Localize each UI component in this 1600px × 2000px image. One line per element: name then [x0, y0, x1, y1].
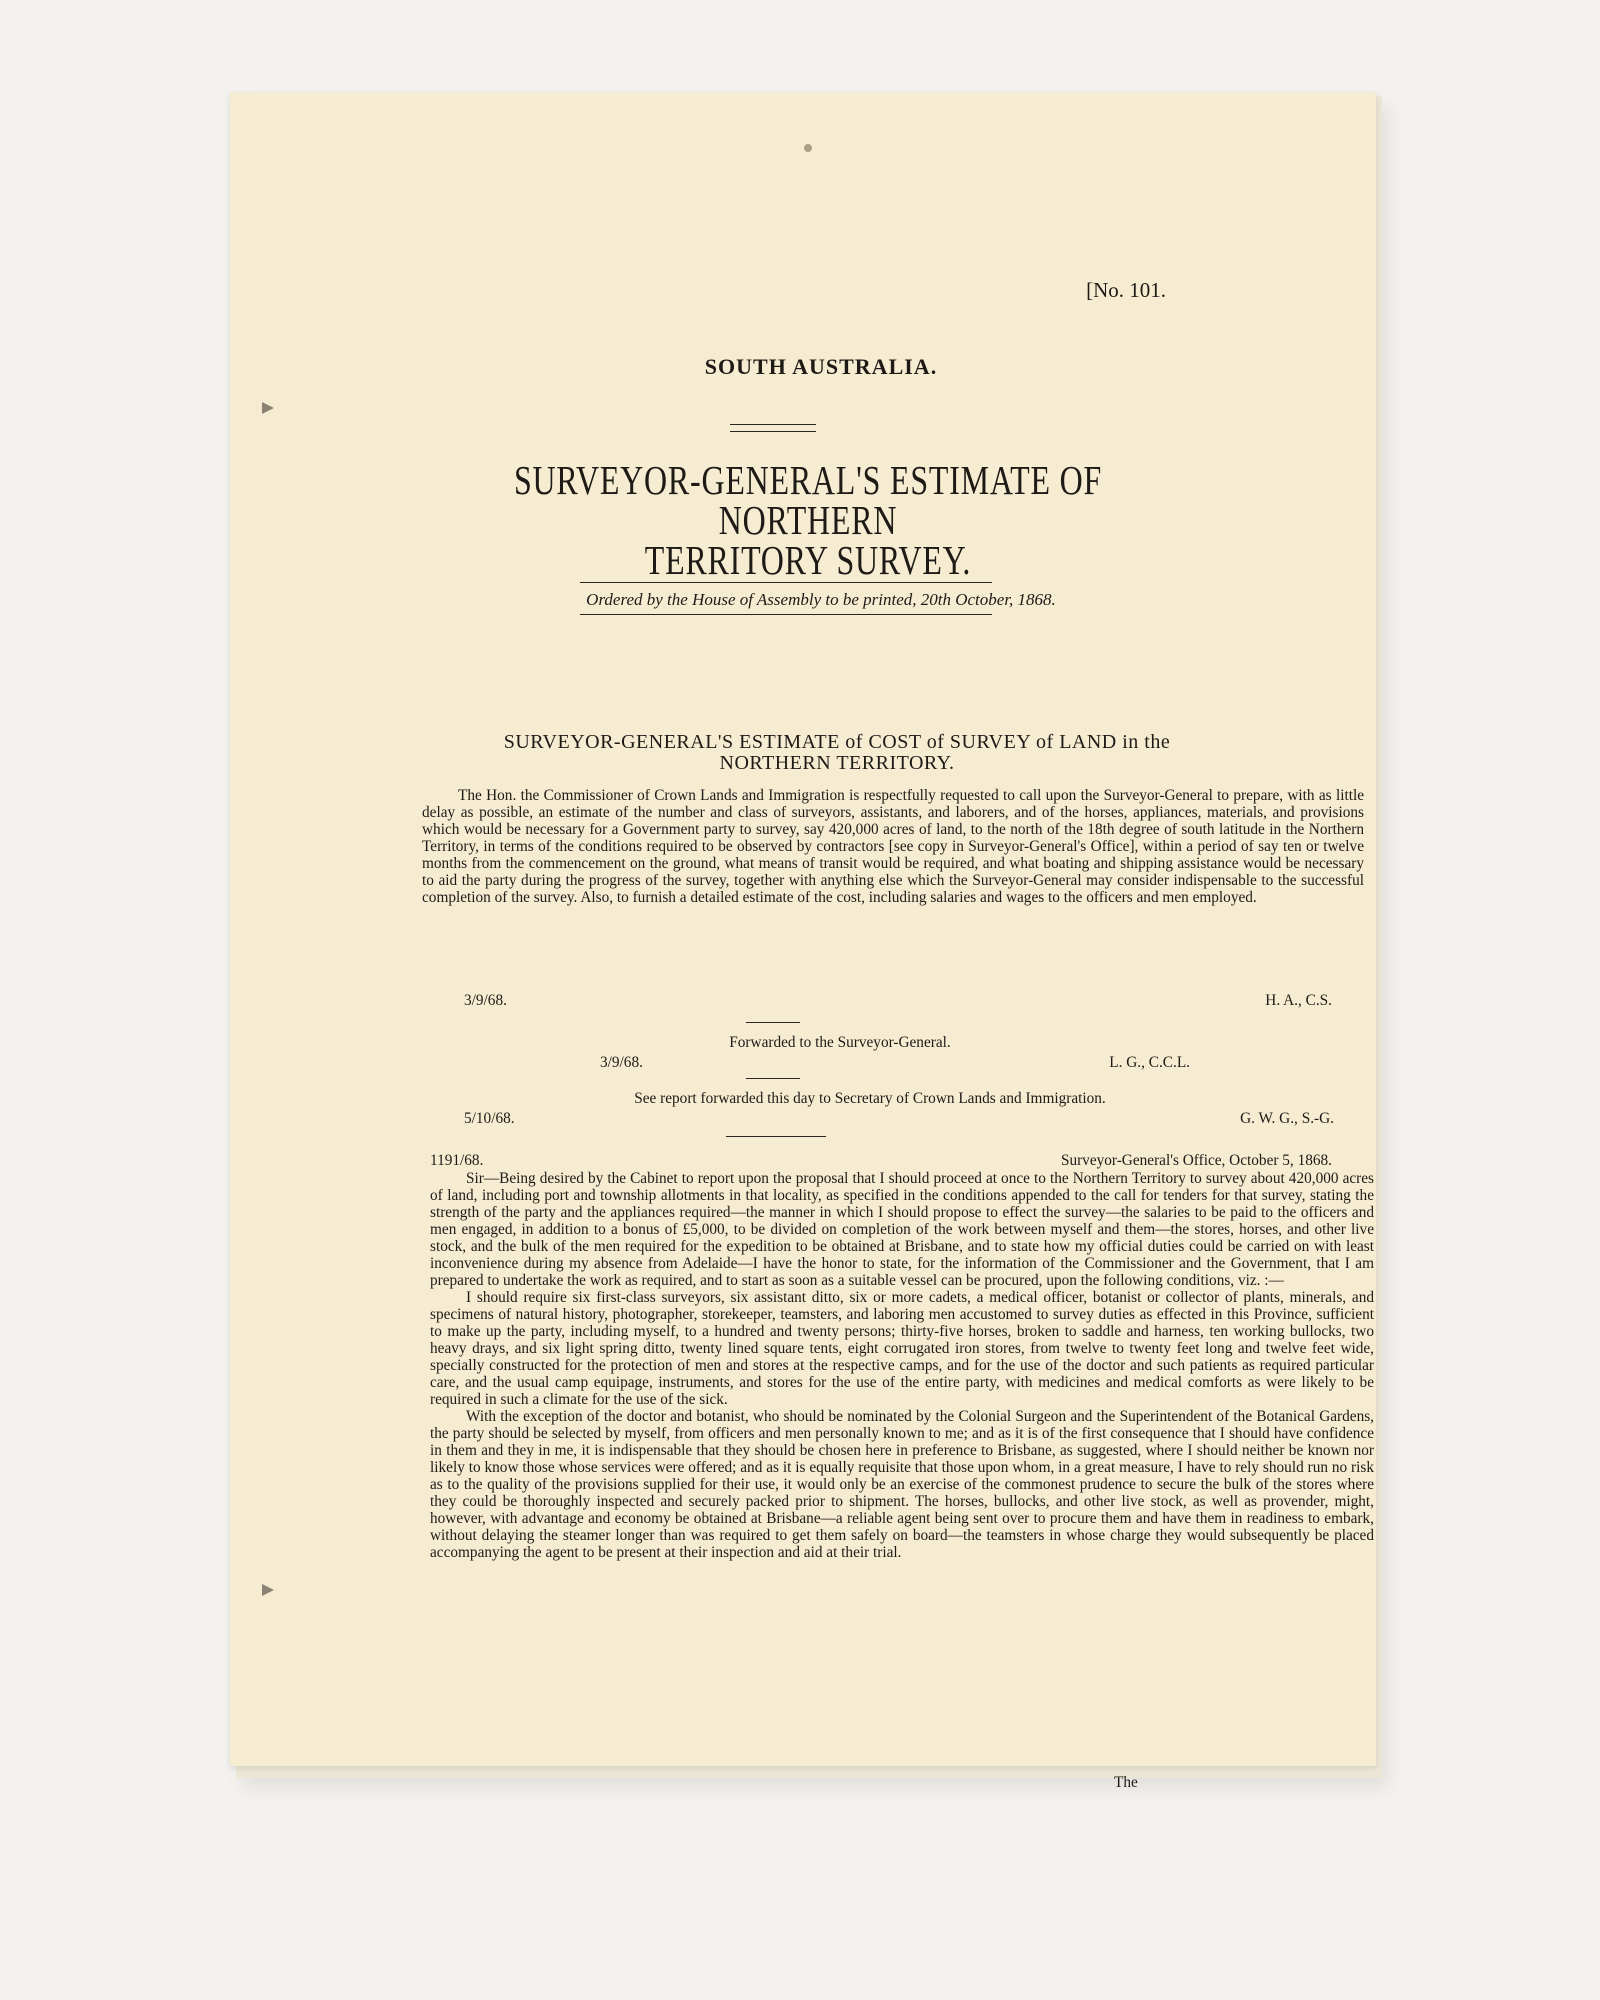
page-title: [474, 457, 1142, 583]
memo-3-footer: [464, 1110, 1334, 1128]
short-rule: [746, 1078, 800, 1079]
letter-reference: 1191/68.: [430, 1152, 484, 1169]
memo-2-signature: L. G., C.C.L.: [1109, 1054, 1190, 1071]
staple-mark: [262, 402, 274, 414]
memo-3-text: See report forwarded this day to Secretary of Crown Lands and Immigration.: [634, 1090, 1106, 1107]
letter-place-date: Surveyor-General's Office, October 5, 1868.: [1060, 1152, 1332, 1169]
memo-1-date: 3/9/68.: [464, 992, 507, 1009]
rule-top: [580, 582, 992, 583]
memo-2-footer: [600, 1054, 1190, 1072]
letter-paragraph: Sir—Being desired by the Cabinet to report upon the proposal that I should proceed at once to the Northern Territory to survey about 420,000 acres of land, including port and township allotments in that locality, as specified in the conditions appended to the call for tenders for that survey, stating the strength of the party and the appliances required—the manner in which I should propose to effect the survey—the salaries to be paid to the officers and men engaged, in addition to a bonus of £5,000, to be divided on completion of the work between myself and them—the stores, horses, and other live stock, and the bulk of the men required for the expedition to be obtained at Brisbane, and to state how my official duties could be carried on with least inconvenience during my absence from Adelaide—I have the honor to state, for the information of the Commissioner and the Government, that I am prepared to undertake the work as required, and to start as soon as a suitable vessel can be procured, upon the following conditions, viz. :—: [430, 1170, 1374, 1289]
catchword: The: [1114, 1774, 1138, 1791]
subtitle-line-1: SURVEYOR-GENERAL'S ESTIMATE of COST of SURVEY of LAND in the: [503, 731, 1171, 753]
staple-mark: [262, 1584, 274, 1596]
rule-bottom: [580, 614, 992, 615]
country-heading: SOUTH AUSTRALIA.: [704, 354, 938, 379]
title-line-2: TERRITORY SURVEY.: [644, 537, 972, 583]
memo-2-date: 3/9/68.: [600, 1054, 643, 1071]
memo-3-signature: G. W. G., S.-G.: [1240, 1110, 1334, 1127]
short-rule: [746, 1022, 800, 1023]
double-rule: [730, 424, 816, 432]
title-line-1: SURVEYOR-GENERAL'S ESTIMATE OF NORTHERN: [513, 457, 1103, 543]
ordered-text: Ordered by the House of Assembly to be printed, 20th October, 1868.: [586, 590, 1056, 609]
letter-body: [430, 1170, 1374, 1561]
memo-3-date: 5/10/68.: [464, 1110, 515, 1127]
section-subtitle: [416, 732, 1258, 774]
memo-2-text: Forwarded to the Surveyor-General.: [729, 1034, 951, 1051]
letter-paragraph: I should require six first-class surveyors, six assistant ditto, six or more cadets, a medical officer, botanist or collector of plants, minerals, and specimens of natural history, photographer, storekeeper, teamsters, and laboring men accustomed to survey duties as effected in this Province, sufficient to make up the party, including myself, to a hundred and twenty persons; thirty-five horses, broken to saddle and harness, ten working bullocks, two heavy drays, and six light spring ditto, twenty lined square tents, eight corrugated iron stores, from twelve to twenty feet long and twelve feet wide, specially constructed for the protection of men and stores at the respective camps, and for the use of the doctor and such patients as required particular care, and the usual camp equipage, instruments, and stores for the use of the entire party, with medicines and medical comforts as were likely to be required in such a climate for the use of the sick.: [430, 1289, 1374, 1408]
memo-1-signature: H. A., C.S.: [1265, 992, 1332, 1009]
document-number: [No. 101.: [1086, 278, 1166, 302]
short-rule: [726, 1136, 826, 1137]
document-page: [230, 92, 1376, 1791]
letter-header: [430, 1152, 1332, 1170]
letter-paragraph: With the exception of the doctor and botanist, who should be nominated by the Colonial Surgeon and the Superintendent of the Botanical Gardens, the party should be selected by myself, from officers and men personally known to me; and as it is of the first consequence that I should have confidence in them and they in me, it is indispensable that they should be chosen here in preference to Brisbane, as suggested, where I should neither be known nor likely to know those whose services were offered; and as it is equally requisite that those upon whom, in a great measure, I have to rely should run no risk as to the quality of the provisions supplied for their use, it would only be an exercise of the commonest prudence to secure the bulk of the stores where they could be thoroughly inspected and securely packed prior to shipment. The horses, bullocks, and other live stock, as well as provender, might, however, with advantage and economy be obtained at Brisbane—a reliable agent being sent over to procure them and have them in readiness to embark, without delaying the steamer longer than was required to get them safely on board—the teamsters in whose charge they would subsequently be placed accompanying the agent to be present at their inspection and aid at their trial.: [430, 1408, 1374, 1561]
memo-1-text: [422, 787, 1364, 906]
memo-1-footer: [464, 992, 1332, 1010]
pin-hole: [804, 144, 812, 152]
memo-1-paragraph: The Hon. the Commissioner of Crown Lands and Immigration is respectfully requested to call upon the Surveyor-General to prepare, with as little delay as possible, an estimate of the number and class of surveyors, assistants, and laborers, and of the horses, appliances, materials, and provisions which would be necessary for a Government party to survey, say 420,000 acres of land, to the north of the 18th degree of south latitude in the Northern Territory, in terms of the conditions required to be observed by contractors [see copy in Surveyor-General's Office], within a period of say ten or twelve months from the commencement on the ground, what means of transit would be required, and what boating and shipping assistance would be necessary to aid the party during the progress of the survey, together with anything else which the Surveyor-General may consider indispensable to the successful completion of the survey. Also, to furnish a detailed estimate of the cost, including salaries and wages to the officers and men employed.: [422, 787, 1364, 906]
subtitle-line-2: NORTHERN TERRITORY.: [719, 752, 955, 774]
ordered-line: [230, 590, 1376, 610]
